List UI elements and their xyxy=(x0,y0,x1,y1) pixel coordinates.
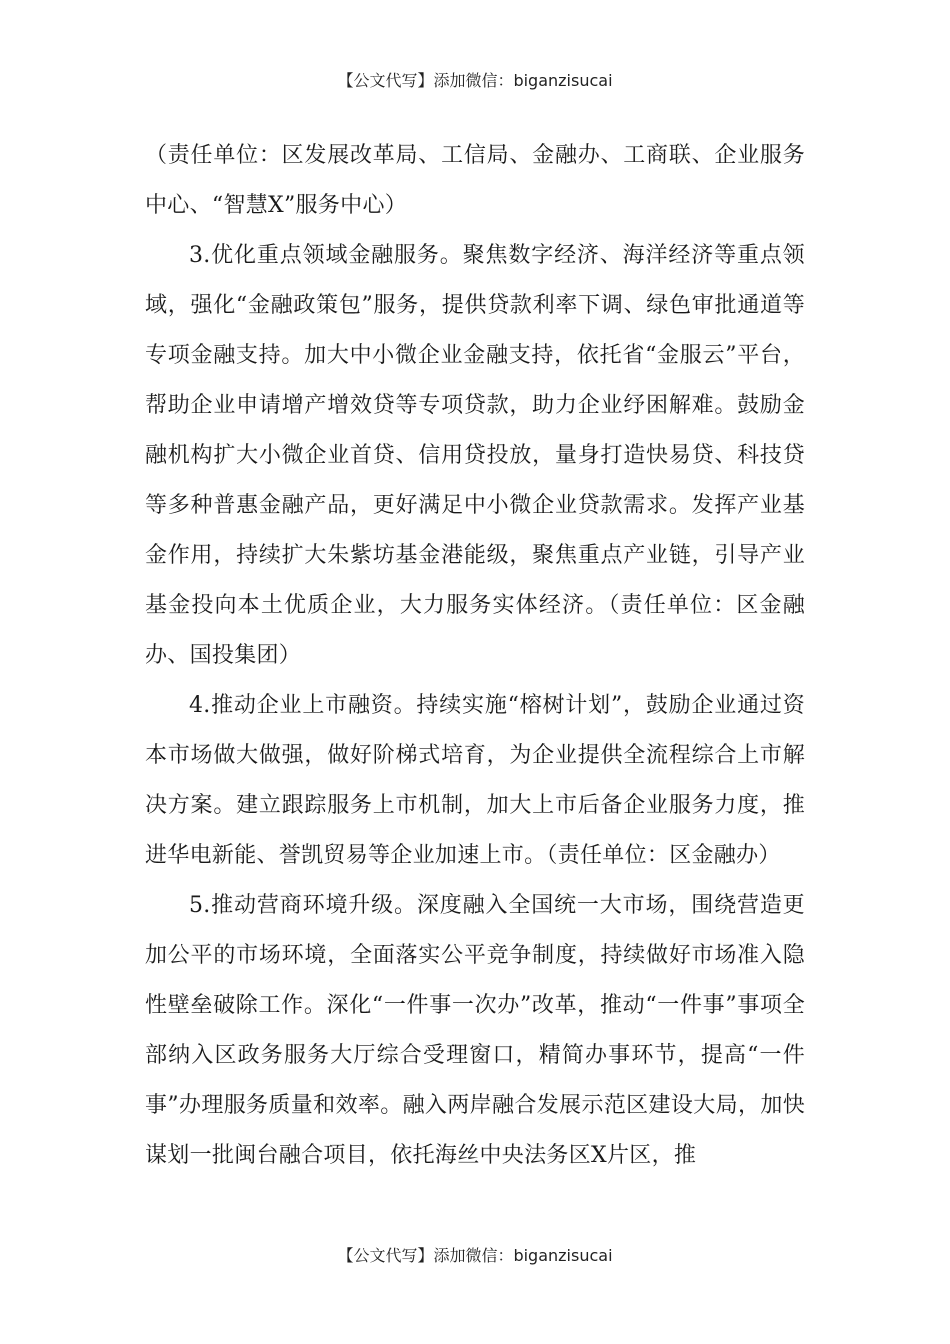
page-header-watermark: 【公文代写】添加微信：biganzisucai xyxy=(337,71,613,90)
paragraph-item-5: 5.推动营商环境升级。深度融入全国统一大市场，围绕营造更加公平的市场环境，全面落实公平竞争制度，持续做好市场准入隐性壁垒破除工作。深化“一件事一次办”改革，推动“一件事”事项全部纳入区政务服务大厅综合受理窗口，精简办事环节，提高“一件事”办理服务质量和效率。融入两岸融合发展示范区建设大局，加快谋划一批闽台融合项目，依托海丝中央法务区X片区，推 xyxy=(145,893,805,1168)
page-footer-watermark: 【公文代写】添加微信：biganzisucai xyxy=(337,1246,613,1265)
paragraph-responsibility-units: （责任单位：区发展改革局、工信局、金融办、工商联、企业服务中心、“智慧X”服务中心） xyxy=(145,143,805,218)
document-body xyxy=(145,131,805,1181)
paragraph-item-4: 4.推动企业上市融资。持续实施“榕树计划”，鼓励企业通过资本市场做大做强，做好阶梯式培育，为企业提供全流程综合上市解决方案。建立跟踪服务上市机制，加大上市后备企业服务力度，推进华电新能、誉凯贸易等企业加速上市。（责任单位：区金融办） xyxy=(145,693,805,868)
paragraph-item-3: 3.优化重点领域金融服务。聚焦数字经济、海洋经济等重点领域，强化“金融政策包”服务，提供贷款利率下调、绿色审批通道等专项金融支持。加大中小微企业金融支持，依托省“金服云”平台，帮助企业申请增产增效贷等专项贷款，助力企业纾困解难。鼓励金融机构扩大小微企业首贷、信用贷投放，量身打造快易贷、科技贷等多种普惠金融产品，更好满足中小微企业贷款需求。发挥产业基金作用，持续扩大朱紫坊基金港能级，聚焦重点产业链，引导产业基金投向本土优质企业，大力服务实体经济。（责任单位：区金融办、国投集团） xyxy=(145,243,805,668)
